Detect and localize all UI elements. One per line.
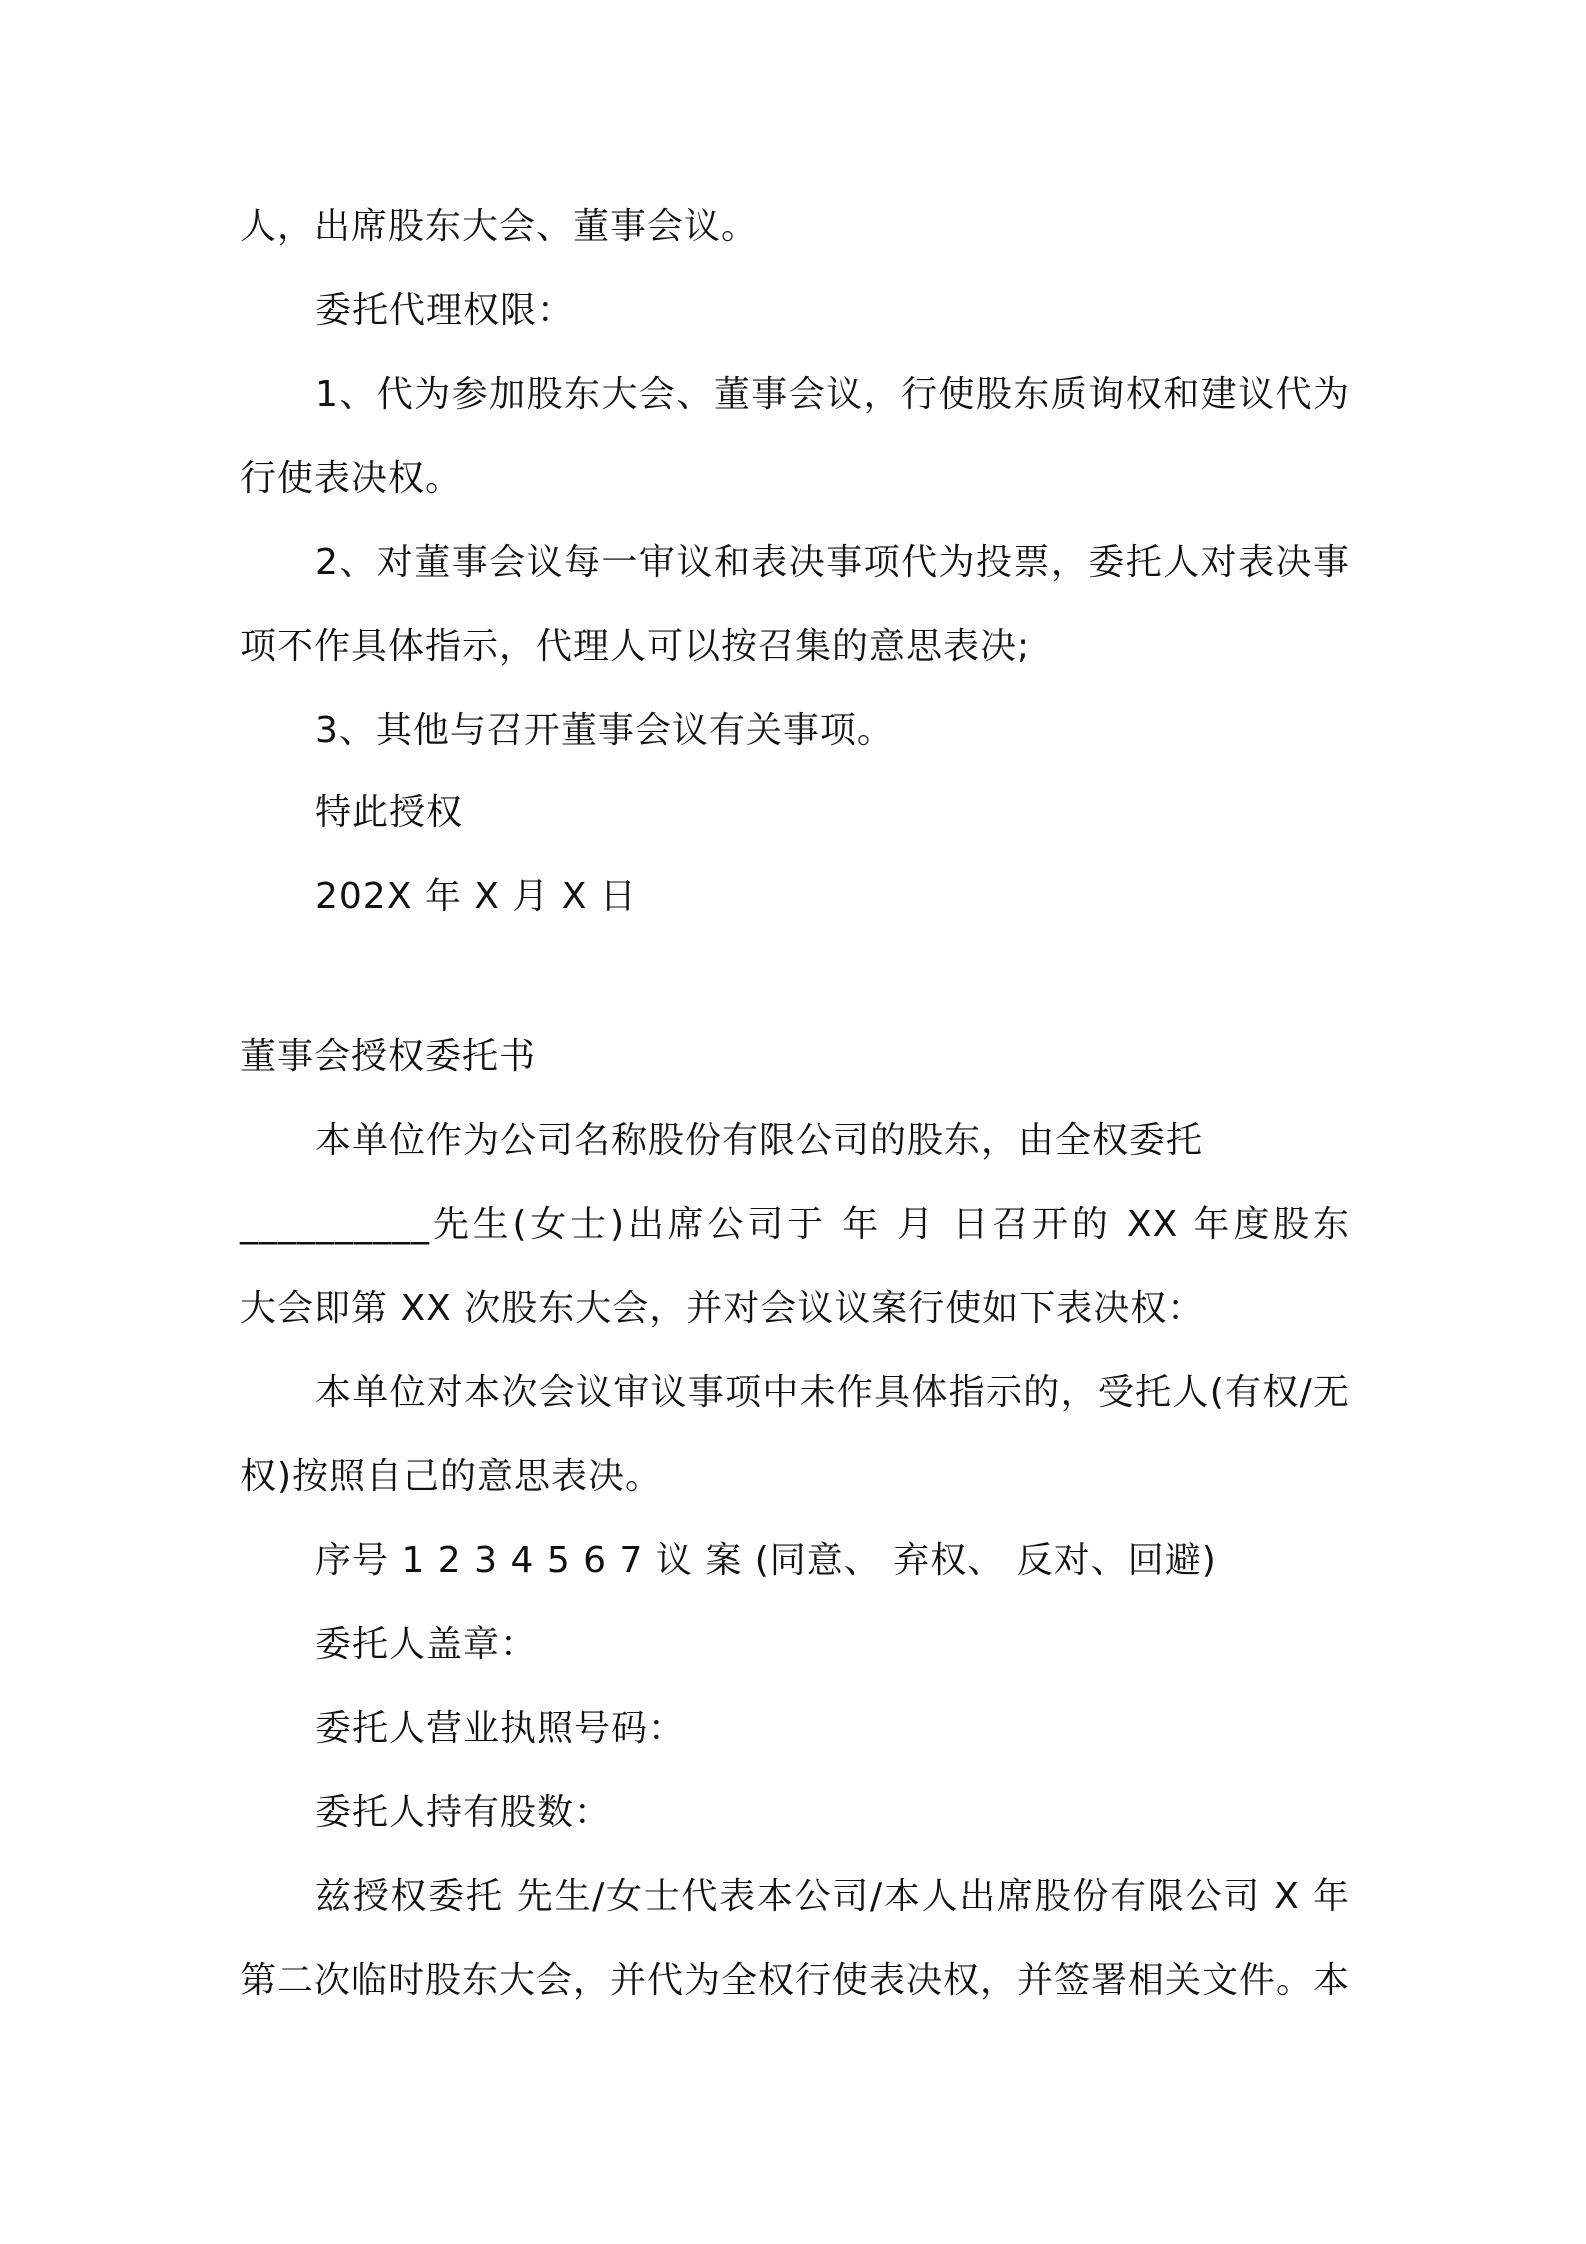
vote-row: 序号 1 2 3 4 5 6 7 议 案 (同意、 弃权、 反对、回避) bbox=[315, 1540, 1217, 1581]
item-1-line-2: 行使表决权。 bbox=[240, 458, 463, 499]
para-1-line-3: 大会即第 XX 次股东大会，并对会议议案行使如下表决权： bbox=[240, 1288, 1205, 1329]
item-2-line-2: 项不作具体指示，代理人可以按召集的意思表决; bbox=[240, 626, 1031, 667]
para-2-line-1: 本单位对本次会议审议事项中未作具体指示的，受托人(有权/无 bbox=[315, 1372, 1350, 1413]
text-line-continuation: 人，出席股东大会、董事会议。 bbox=[240, 206, 759, 247]
license-number-label: 委托人营业执照号码： bbox=[315, 1708, 686, 1749]
para-1-line-1: 本单位作为公司名称股份有限公司的股东，由全权委托 bbox=[315, 1120, 1204, 1161]
para-3-line-1: 兹授权委托 先生/女士代表本公司/本人出席股份有限公司 X 年 bbox=[315, 1876, 1350, 1917]
item-2-line-1: 2、对董事会议每一审议和表决事项代为投票，委托人对表决事 bbox=[315, 542, 1350, 583]
shares-held-label: 委托人持有股数： bbox=[315, 1792, 612, 1833]
item-3: 3、其他与召开董事会议有关事项。 bbox=[315, 710, 894, 751]
date-line: 202X 年 X 月 X 日 bbox=[315, 876, 637, 917]
item-1-line-1: 1、代为参加股东大会、董事会议，行使股东质询权和建议代为 bbox=[315, 374, 1350, 415]
seal-label: 委托人盖章： bbox=[315, 1624, 538, 1665]
para-2-line-2: 权)按照自己的意思表决。 bbox=[240, 1456, 663, 1497]
document-title: 董事会授权委托书 bbox=[240, 1036, 537, 1077]
authority-heading: 委托代理权限： bbox=[315, 290, 575, 331]
para-3-line-2: 第二次临时股东大会，并代为全权行使表决权，并签署相关文件。本 bbox=[240, 1960, 1351, 2001]
closing-text: 特此授权 bbox=[315, 792, 464, 833]
para-1-line-2: __________先生(女士)出席公司于 年 月 日召开的 XX 年度股东 bbox=[240, 1204, 1350, 1245]
